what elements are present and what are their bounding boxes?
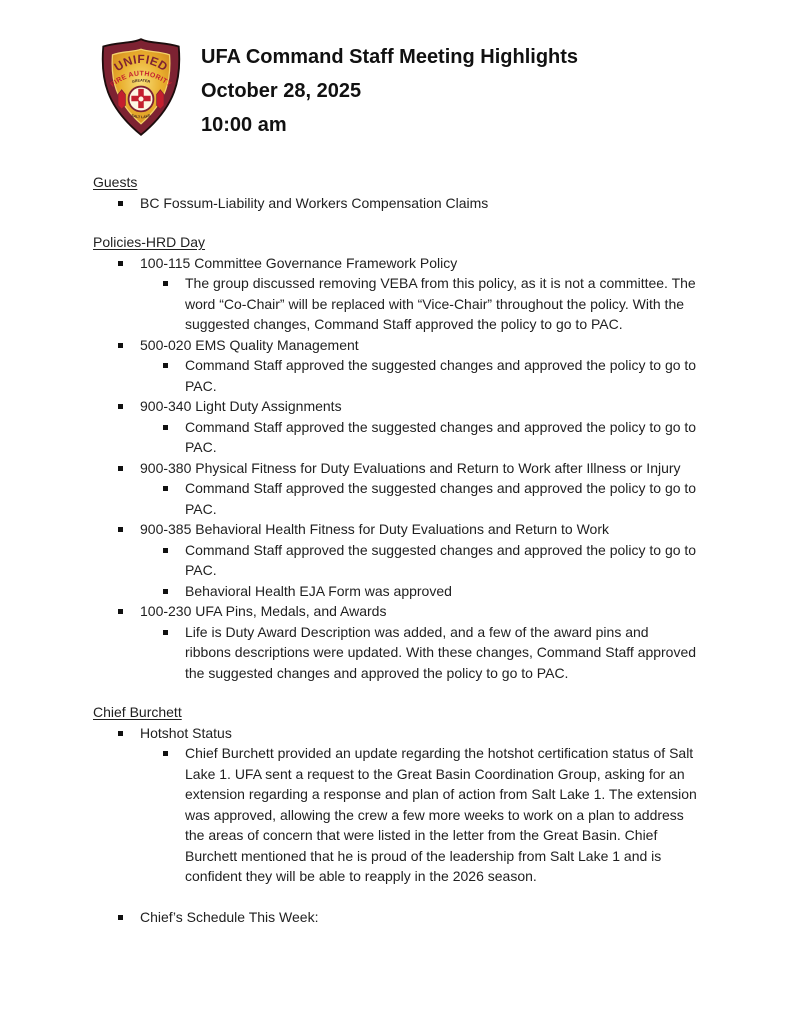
bullet-square-icon bbox=[118, 261, 123, 266]
bullet-square-icon bbox=[118, 201, 123, 206]
section bbox=[93, 172, 705, 213]
document-title: UFA Command Staff Meeting Highlights bbox=[201, 46, 579, 68]
sub-list-item bbox=[93, 581, 705, 602]
sub-list-item-text: Command Staff approved the suggested changes and approved the policy to go to PAC. bbox=[185, 480, 697, 517]
list-item-text: 100-115 Committee Governance Framework Policy bbox=[140, 254, 458, 271]
document-date: October 28, 2025 bbox=[201, 80, 362, 102]
sub-list-item bbox=[93, 743, 705, 887]
sub-list-item-text: Command Staff approved the suggested changes and approved the policy to go to PAC. bbox=[185, 541, 697, 578]
list-item bbox=[93, 396, 705, 417]
bullet-square-icon bbox=[118, 731, 123, 736]
list-item-text: 900-340 Light Duty Assignments bbox=[140, 398, 342, 414]
sub-list-item-text: Life is Duty Award Description was added, and a few of the award pins and ribbons descriptions were updated. With these changes, Command Staff approved the suggested changes and approved the policy to go to PAC. bbox=[185, 623, 697, 681]
sub-list-item-text: Chief Burchett provided an update regarding the hotshot certification status of Salt Lake 1. UFA sent a request to the Great Basin Coordination Group, asking for an extension regarding a response and plan of action from Salt Lake 1. The extension was approved, allowing the crew a few more weeks to work on a plan to address the areas of concern that were listed in the letter from the Great Basin. Chief Burchett mentioned that he is proud of the leadership from Salt Lake 1 and is confident they will be able to reapply in the 2026 season. bbox=[185, 745, 697, 884]
sub-list-item bbox=[93, 478, 705, 519]
fire-authority-shield-icon bbox=[95, 36, 187, 138]
sub-list-item-text: Command Staff approved the suggested changes and approved the policy to go to PAC. bbox=[185, 357, 697, 394]
list-item-text: 900-380 Physical Fitness for Duty Evaluations and Return to Work after Illness or Injury bbox=[140, 459, 681, 476]
bullet-square-icon bbox=[163, 425, 168, 430]
bullet-square-icon bbox=[118, 915, 123, 920]
bullet-square-icon bbox=[163, 630, 168, 635]
logo-text-fire-authority: FIRE AUTHORITY bbox=[109, 70, 173, 89]
list-item-text: 500-020 EMS Quality Management bbox=[140, 336, 359, 353]
document-time: 10:00 am bbox=[201, 114, 287, 136]
logo-text-greater: GREATER bbox=[131, 78, 151, 85]
sub-list-item-text: The group discussed removing VEBA from this policy, as it is not a committee. The word “Co-Chair” will be replaced with “Vice-Chair” throughout the policy. With the suggested changes, Command Staff approved the policy to go to PAC. bbox=[185, 275, 696, 332]
bullet-square-icon bbox=[118, 466, 123, 471]
section bbox=[93, 702, 705, 928]
list-item bbox=[93, 519, 705, 540]
sub-list-item bbox=[93, 622, 705, 684]
bullet-square-icon bbox=[163, 486, 168, 491]
logo-text-unified: UNIFIED bbox=[111, 52, 171, 75]
sub-list-item-text: Behavioral Health EJA Form was approved bbox=[185, 582, 452, 599]
bullet-square-icon bbox=[163, 363, 168, 368]
list-item bbox=[93, 601, 705, 622]
document-header bbox=[0, 0, 791, 142]
bullet-square-icon bbox=[118, 343, 123, 348]
section bbox=[93, 232, 705, 683]
bullet-square-icon bbox=[118, 404, 123, 409]
list-item-text: 900-385 Behavioral Health Fitness for Duty Evaluations and Return to Work bbox=[140, 521, 609, 537]
list-item bbox=[93, 723, 705, 744]
bullet-square-icon bbox=[163, 751, 168, 756]
list-item-text: Hotshot Status bbox=[140, 724, 232, 741]
bullet-square-icon bbox=[163, 548, 168, 553]
logo-text-salt-lake: SALT LAKE bbox=[130, 113, 152, 120]
list-item bbox=[93, 335, 705, 356]
sub-list-item bbox=[93, 417, 705, 458]
list-item bbox=[93, 253, 705, 274]
sub-list-item bbox=[93, 355, 705, 396]
list-item bbox=[93, 907, 705, 928]
bullet-square-icon bbox=[163, 589, 168, 594]
section-heading: Policies-HRD Day bbox=[93, 234, 206, 250]
list-item-text: BC Fossum-Liability and Workers Compensation Claims bbox=[140, 194, 489, 211]
sub-list-item-text: Command Staff approved the suggested changes and approved the policy to go to PAC. bbox=[185, 418, 697, 455]
bullet-square-icon bbox=[118, 527, 123, 532]
bullet-square-icon bbox=[118, 609, 123, 614]
section-heading: Chief Burchett bbox=[93, 704, 182, 720]
section-heading: Guests bbox=[93, 174, 138, 190]
list-item bbox=[93, 193, 705, 214]
title-block bbox=[201, 36, 578, 142]
document-sections bbox=[93, 172, 705, 928]
sub-list-item bbox=[93, 273, 705, 335]
list-item-text: 100-230 UFA Pins, Medals, and Awards bbox=[140, 603, 387, 619]
ufa-logo bbox=[95, 36, 187, 138]
sub-list-item bbox=[93, 540, 705, 581]
list-item-text: Chief’s Schedule This Week: bbox=[140, 909, 319, 925]
bullet-square-icon bbox=[163, 281, 168, 286]
list-item bbox=[93, 458, 705, 479]
